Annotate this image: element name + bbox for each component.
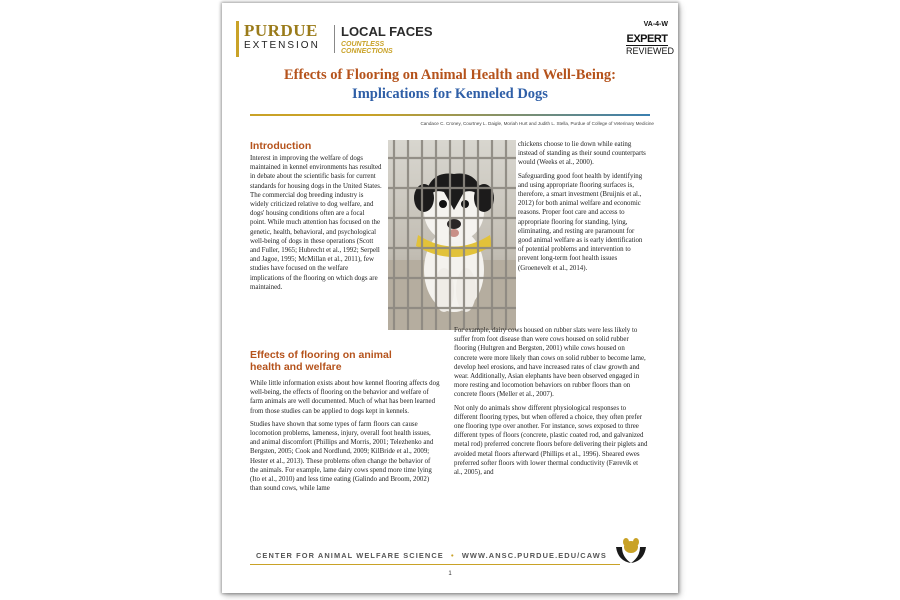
column2-bottom-text: [454, 326, 648, 481]
publication-code: VA-4-W: [643, 21, 668, 28]
footer-separator: •: [450, 551, 455, 560]
footer-center-name: CENTER FOR ANIMAL WELFARE SCIENCE: [256, 551, 444, 560]
footer-url[interactable]: WWW.ANSC.PURDUE.EDU/CAWS: [461, 551, 607, 560]
purdue-extension-logo: [236, 21, 436, 57]
logo-local-faces: LOCAL FACES: [341, 24, 433, 39]
intro-heading: Introduction: [250, 140, 312, 152]
footer-rule: [250, 564, 620, 565]
reviewed-label: REVIEWED: [626, 46, 675, 56]
caws-hands-logo: [614, 533, 648, 565]
dog-illustration: [388, 140, 516, 330]
expert-reviewed-badge: [626, 33, 675, 57]
page-subtitle: Implications for Kenneled Dogs: [352, 86, 548, 102]
effects-text: [250, 379, 440, 497]
logo-bar: [236, 21, 239, 57]
col2-paragraph-4: Not only do animals show different physiological responses to different flooring types, but when offered a choice, they often prefer one flooring type over another. For instance, sows exposed to three different types of floors (concrete, plastic coated rod, and galvanized metal rod) preferred concrete floors before delivering their piglets and avoided metal floors afterward (Phillips et al., 1996). Sheared ewes preferred softer floors with lower thermal conductivity (Færevik et al., 2005), and: [454, 404, 648, 477]
effects-heading: Effects of flooring on animal health and welfare: [250, 349, 392, 373]
col2-paragraph-3: For example, dairy cows housed on rubber slats were less likely to suffer from foot disease than were cows housed on solid rubber flooring (Hultgren and Bergsten, 2001) while cows housed on concrete were more likely than cows on solid rubber to become lame, develop heel erosions, and have increased rates of claw growth and wear. Additionally, Asian elephants have been observed engaged in more resting and locomotion behaviors on rubber floors than on concrete floors (Meller et al., 2007).: [454, 327, 646, 399]
footer-bar: [256, 551, 652, 560]
col2-paragraph-1: chickens choose to lie down while eating instead of standing as their sound counterparts would (Weeks et al., 2000).: [518, 141, 646, 167]
col2-paragraph-2: Safeguarding good foot health by identifying and using appropriate flooring surfaces is, therefore, a smart investment (Bruijnis et al., 2012) for both animal welfare and economic reasons. Proper foot care and access to appropriate flooring for standing, lying, eliminating, and resting are paramount for good animal welfare as is early identification of potential problems and intervention to prevent long-term foot health issues (Groenevelt et al., 2014).: [518, 172, 643, 272]
intro-paragraph: Interest in improving the welfare of dogs maintained in kennel environments has resulted in debate about the scientific basis for current standards for housing dogs in the United States. The commercial dog breeding industry is widely criticized relative to dog welfare, and dogs' housing conditions often are a focal point. While much attention has focused on the genetic, health, behavioral, and psychological well-being of dogs in these operations (Scott and Fuller, 1965; Hubrecht et al., 1992; Serpell and Jagoe, 1995; McMillan et al., 2011), few studies have focused on the welfare implications of the flooring on which dogs are maintained.: [250, 155, 382, 291]
dog-kennel-photo: [388, 140, 516, 330]
effects-paragraph-2: Studies have shown that some types of farm floors can cause locomotion problems, lameness, injury, overall foot health issues, and animal discomfort (Phillips and Morris, 2001; Telezhenko and Bergsten, 2005; Cook and Nordlund, 2009; KilBride et al., 2009; Hester et al., 2013). These problems often change the behavior of the animals. For example, lame dairy cows spend more time lying (Ito et al., 2010) and less time eating (Galindo and Broom, 2002) than sound cows, while lame: [250, 420, 434, 493]
effects-paragraph-1: While little information exists about how kennel flooring affects dog well-being, the effects of flooring on the behavior and welfare of farm animals are well documented. Much of what has been learned from those studies can be applied to dogs kept in kennels.: [250, 380, 440, 415]
authors-line: Candace C. Croney, Courtney L. Daigle, Moriah Hurt and Judith L. Stella, Purdue of College of Veterinary Medicine: [420, 121, 654, 126]
logo-purdue: PURDUE: [244, 21, 318, 40]
intro-text: [250, 154, 382, 296]
logo-divider: [334, 25, 335, 53]
logo-countless: COUNTLESS CONNECTIONS: [341, 41, 393, 55]
page-number: 1: [448, 571, 452, 577]
logo-extension: EXTENSION: [244, 40, 320, 51]
expert-label: EXPERT: [626, 33, 668, 45]
document-page: [222, 3, 678, 593]
page-title: Effects of Flooring on Animal Health and Well-Being:: [283, 67, 617, 83]
title-rule: [250, 114, 650, 116]
column2-top-text: [518, 140, 646, 277]
